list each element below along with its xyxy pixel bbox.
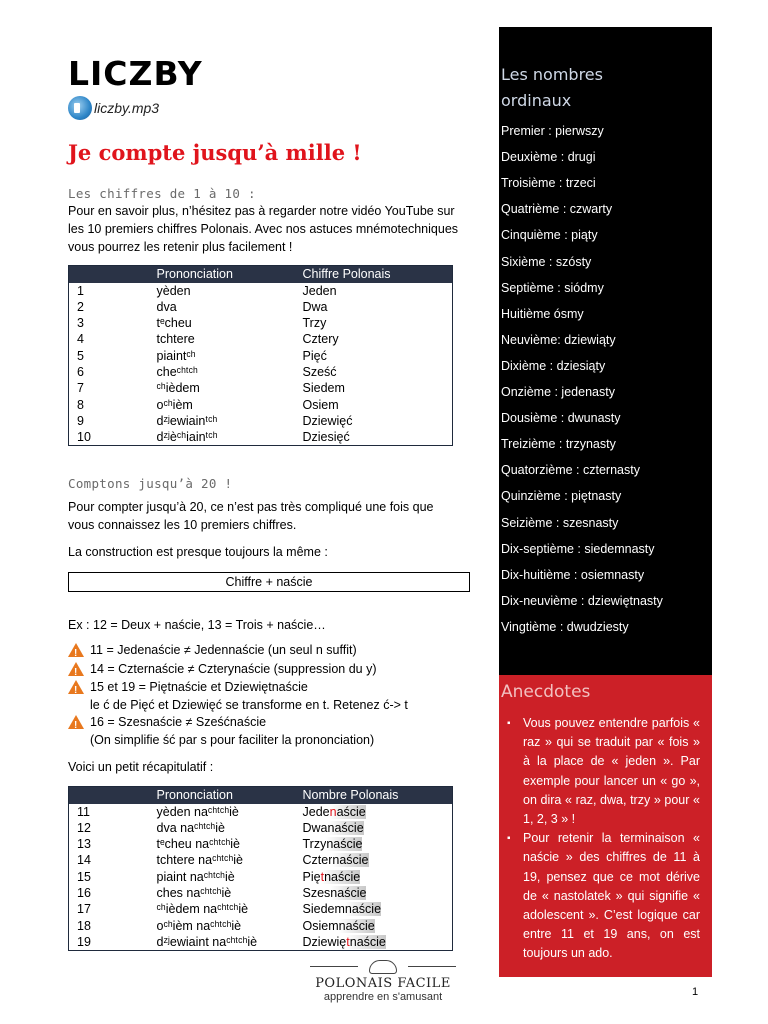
table-row <box>69 852 453 868</box>
suffix-highlight <box>330 886 366 900</box>
table-header-row <box>69 787 453 804</box>
title-line: Les nombres <box>501 65 603 84</box>
cell-number: 4 <box>77 332 84 347</box>
table-row <box>69 901 453 917</box>
cell-pronunciation: ᶜʰièdem naᶜʰᵗᶜʰiè <box>156 902 249 917</box>
suffix: naście <box>327 820 364 835</box>
section-title-1-10: Les chiffres de 1 à 10 : <box>68 186 256 201</box>
ordinal-item: Dix-huitième : osiemnasty <box>501 567 645 582</box>
table-row <box>69 315 453 331</box>
ordinal-item: Premier : pierwszy <box>501 124 604 138</box>
cell-pronunciation: tchtere naᶜʰᵗᶜʰiè <box>156 853 243 868</box>
table-row <box>69 918 453 934</box>
header-polish: Chiffre Polonais <box>303 266 453 283</box>
cell-number: 8 <box>77 397 84 412</box>
teens-table <box>68 786 453 951</box>
title-line: ordinaux <box>501 91 572 110</box>
hedgehog-icon <box>369 960 397 974</box>
logo-tagline: apprendre en s'amusant <box>323 991 443 1003</box>
cell-pronunciation: oᶜʰièm naᶜʰᵗᶜʰiè <box>156 918 242 933</box>
table-row <box>69 885 453 901</box>
ordinal-item: Cinquième : piąty <box>501 228 598 243</box>
cell-pronunciation: ᶜʰièdem <box>156 381 200 396</box>
cell-number: 7 <box>77 381 84 396</box>
cell-pronunciation: ches naᶜʰᵗᶜʰiè <box>156 885 232 900</box>
cell-pronunciation: dᶻʲewiainᵗᶜʰ <box>156 413 218 428</box>
cell-pronunciation: tᵉcheu <box>156 316 192 331</box>
ordinal-item: Treizième : trzynasty <box>501 437 616 452</box>
cell-polish <box>303 934 453 951</box>
speaker-icon <box>68 96 92 120</box>
page-number: 1 <box>692 986 699 998</box>
list-item: ▪ Vous pouvez entendre parfois « raz » qui se traduit par « fois » à la place de « jeden ». Par exemple pour lancer un « go », on dira « raz, dwa, trzy » pour « 1, 2, 3 » ! <box>507 714 700 829</box>
cell-number: 10 <box>77 430 91 445</box>
ordinal-item: Dix-neuvième : dziewiętnasty <box>501 593 663 608</box>
cell-number: 19 <box>77 934 91 949</box>
suffix: naście <box>332 853 369 868</box>
anecdotes-list <box>507 714 700 964</box>
header-number <box>69 266 157 283</box>
word-stem: Siedem <box>302 902 345 917</box>
table-row <box>69 429 453 446</box>
recap-text: Voici un petit récapitulatif : <box>68 760 214 774</box>
table-row <box>69 348 453 364</box>
cell-number: 16 <box>77 885 91 900</box>
cell-pronunciation: piaintᶜʰ <box>156 348 196 363</box>
text-line: Pour compter jusqu’à 20, ce n’est pas très compliqué une fois que <box>68 500 434 514</box>
document-title: LICZBY <box>68 54 203 93</box>
suffix-highlight <box>346 935 386 949</box>
suffix-highlight <box>328 821 364 835</box>
table-row <box>69 299 453 315</box>
divider <box>408 966 456 967</box>
cell-number: 5 <box>77 348 84 363</box>
text-line: vous pourrez les retenir plus facilement ! <box>68 240 293 254</box>
table-row <box>69 804 453 820</box>
cell-number: 3 <box>77 316 84 331</box>
warning-text: 15 et 19 = Piętnaście et Dziewiętnaście <box>90 680 308 694</box>
cell-pronunciation: yèden <box>156 283 191 298</box>
cell-polish <box>303 869 453 885</box>
changed-letter: n <box>329 804 337 819</box>
ordinal-item: Deuxième : drugi <box>501 150 596 165</box>
section-title-to-20: Comptons jusqu’à 20 ! <box>68 476 233 491</box>
warning-icon <box>68 643 84 657</box>
word-stem: Jede <box>302 804 330 819</box>
logo <box>310 960 456 1003</box>
construction-text: La construction est presque toujours la même : <box>68 545 328 559</box>
cell-pronunciation: oᶜʰièm <box>156 397 193 412</box>
cell-pronunciation: piaint naᶜʰᵗᶜʰiè <box>156 869 235 884</box>
suffix-highlight <box>321 870 361 884</box>
cell-polish <box>303 820 453 836</box>
word-stem: Czter <box>302 853 333 868</box>
to-20-paragraph <box>68 498 472 534</box>
cell-polish <box>303 885 453 901</box>
suffix: naście <box>344 902 382 917</box>
cell-polish <box>303 836 453 852</box>
cell-number: 17 <box>77 902 91 917</box>
table-row <box>69 397 453 413</box>
table-row <box>69 380 453 396</box>
suffix-highlight <box>345 902 381 916</box>
suffix: naście <box>324 869 361 884</box>
word-stem: Dziewię <box>302 934 347 949</box>
ordinal-item: Seizième : szesnasty <box>501 515 619 530</box>
suffix: naście <box>330 885 367 900</box>
word-stem: Pię <box>302 869 321 884</box>
cell-number: 9 <box>77 413 84 428</box>
cell-number: 11 <box>77 804 90 819</box>
ordinal-item: Neuvième: dziewiąty <box>501 332 616 347</box>
word-stem: Trzy <box>302 837 327 852</box>
cell-number: 15 <box>77 869 91 884</box>
ordinal-item: Septième : siódmy <box>501 280 604 295</box>
cell-polish: Dziewięć <box>302 413 353 428</box>
cell-polish: Siedem <box>302 381 345 396</box>
word-stem: Szes <box>302 885 331 900</box>
cell-number: 12 <box>77 820 91 835</box>
digits-table <box>68 265 453 446</box>
audio-filename[interactable]: liczby.mp3 <box>94 100 160 116</box>
cell-polish: Pięć <box>302 348 327 363</box>
cell-polish: Cztery <box>302 332 339 347</box>
ordinal-item: Quatorzième : czternasty <box>501 463 640 478</box>
cell-polish: Osiem <box>302 397 339 412</box>
header-pronunciation: Prononciation <box>157 266 303 283</box>
cell-polish: Dziesięć <box>302 430 350 445</box>
cell-pronunciation: dva naᶜʰᵗᶜʰiè <box>156 820 225 835</box>
cell-polish: Trzy <box>302 316 327 331</box>
formula-box: Chiffre + naście <box>68 572 470 592</box>
ordinal-item: Onzième : jedenasty <box>501 385 615 399</box>
divider <box>310 966 358 967</box>
cell-number: 1 <box>77 283 84 298</box>
ordinal-item: Dixième : dziesiąty <box>501 358 606 373</box>
ordinal-item: Sixième : szósty <box>501 254 592 269</box>
ordinal-item: Dix-septième : siedemnasty <box>501 541 655 556</box>
warning-text: 16 = Szesnaście ≠ Sześćnaście <box>90 715 267 729</box>
warning-icon <box>68 680 84 694</box>
table-row <box>69 364 453 380</box>
logo-name: POLONAIS FACILE <box>315 976 451 991</box>
cell-pronunciation: dᶻʲèᶜʰiainᵗᶜʰ <box>156 430 218 445</box>
table-row <box>69 413 453 429</box>
suffix: aście <box>336 804 366 819</box>
changed-letter: t <box>346 934 350 949</box>
warning-text: 14 = Czternaście ≠ Czterynaście (suppression du y) <box>90 662 377 676</box>
word-stem: Dwa <box>302 820 328 835</box>
intro-paragraph <box>68 202 472 256</box>
cell-pronunciation: dᶻʲewiaint naᶜʰᵗᶜʰiè <box>156 934 258 949</box>
ordinal-item: Troisième : trzeci <box>501 176 596 191</box>
cell-polish: Jeden <box>302 283 337 298</box>
cell-number: 14 <box>77 853 91 868</box>
table-row <box>69 836 453 852</box>
cell-pronunciation: yèden naᶜʰᵗᶜʰiè <box>156 804 239 819</box>
suffix: naście <box>349 934 386 949</box>
cell-polish <box>303 918 453 934</box>
suffix-highlight <box>326 837 362 851</box>
suffix-highlight <box>332 853 368 867</box>
cell-polish <box>303 852 453 868</box>
warning-icon <box>68 662 84 676</box>
ordinal-item: Quinzième : piętnasty <box>501 489 622 504</box>
warning-text: 11 = Jedenaście ≠ Jedennaście (un seul n suffit) <box>90 643 357 657</box>
ordinals-title <box>501 62 701 114</box>
warning-text: (On simplifie ść par s pour faciliter la prononciation) <box>90 733 375 747</box>
table-row <box>69 331 453 347</box>
changed-letter: t <box>320 869 325 884</box>
table-row <box>69 934 453 951</box>
cell-pronunciation: dva <box>156 299 177 314</box>
cell-number: 6 <box>77 364 84 379</box>
suffix: naście <box>326 837 363 852</box>
example-text: Ex : 12 = Deux + naście, 13 = Trois + naście… <box>68 618 326 632</box>
cell-pronunciation: cheᶜʰᵗᶜʰ <box>156 364 198 379</box>
cell-polish <box>303 901 453 917</box>
headline: Je compte jusqu’à mille ! <box>68 140 362 165</box>
suffix-highlight <box>330 805 366 819</box>
table-row <box>69 283 453 299</box>
table-row <box>69 820 453 836</box>
cell-pronunciation: tᵉcheu naᶜʰᵗᶜʰiè <box>156 837 241 852</box>
warning-icon <box>68 715 84 729</box>
cell-number: 18 <box>77 918 91 933</box>
warning-text: le ć de Pięć et Dziewięć se transforme en t. Retenez ć-> t <box>90 698 408 712</box>
audio-link[interactable] <box>68 96 159 120</box>
table-row <box>69 869 453 885</box>
ordinal-item: Quatrième : czwarty <box>501 202 613 217</box>
cell-number: 13 <box>77 837 91 852</box>
ordinal-item: Vingtième : dwudziesty <box>501 619 629 634</box>
cell-number: 2 <box>77 299 84 314</box>
cell-polish: Sześć <box>302 364 337 379</box>
text-line: Pour en savoir plus, n’hésitez pas à regarder notre vidéo YouTube sur <box>68 204 455 218</box>
cell-polish: Dwa <box>302 299 328 314</box>
cell-polish <box>303 804 453 820</box>
ordinal-item: Dousième : dwunasty <box>501 411 621 426</box>
text-line: vous connaissez les 10 premiers chiffres. <box>68 518 297 532</box>
suffix: naście <box>338 918 375 933</box>
list-item: ▪ Pour retenir la terminaison « naście » des chiffres de 11 à 19, pensez que ce mot dérive de « nastolatek » qui signifie « adolescent ». C’est logique car entre 11 et 19 ans, on est toujours un ado. <box>507 829 700 963</box>
ordinal-item: Huitième ósmy <box>501 306 584 321</box>
header-polish: Nombre Polonais <box>303 787 453 804</box>
suffix-highlight <box>339 919 375 933</box>
text-line: les 10 premiers chiffres Polonais. Avec nos astuces mnémotechniques <box>68 222 459 236</box>
anecdotes-title: Anecdotes <box>501 682 591 702</box>
header-pronunciation: Prononciation <box>157 787 303 804</box>
word-stem: Osiem <box>302 918 339 933</box>
table-header-row <box>69 266 453 283</box>
header-number <box>69 787 157 804</box>
cell-pronunciation: tchtere <box>156 332 195 347</box>
